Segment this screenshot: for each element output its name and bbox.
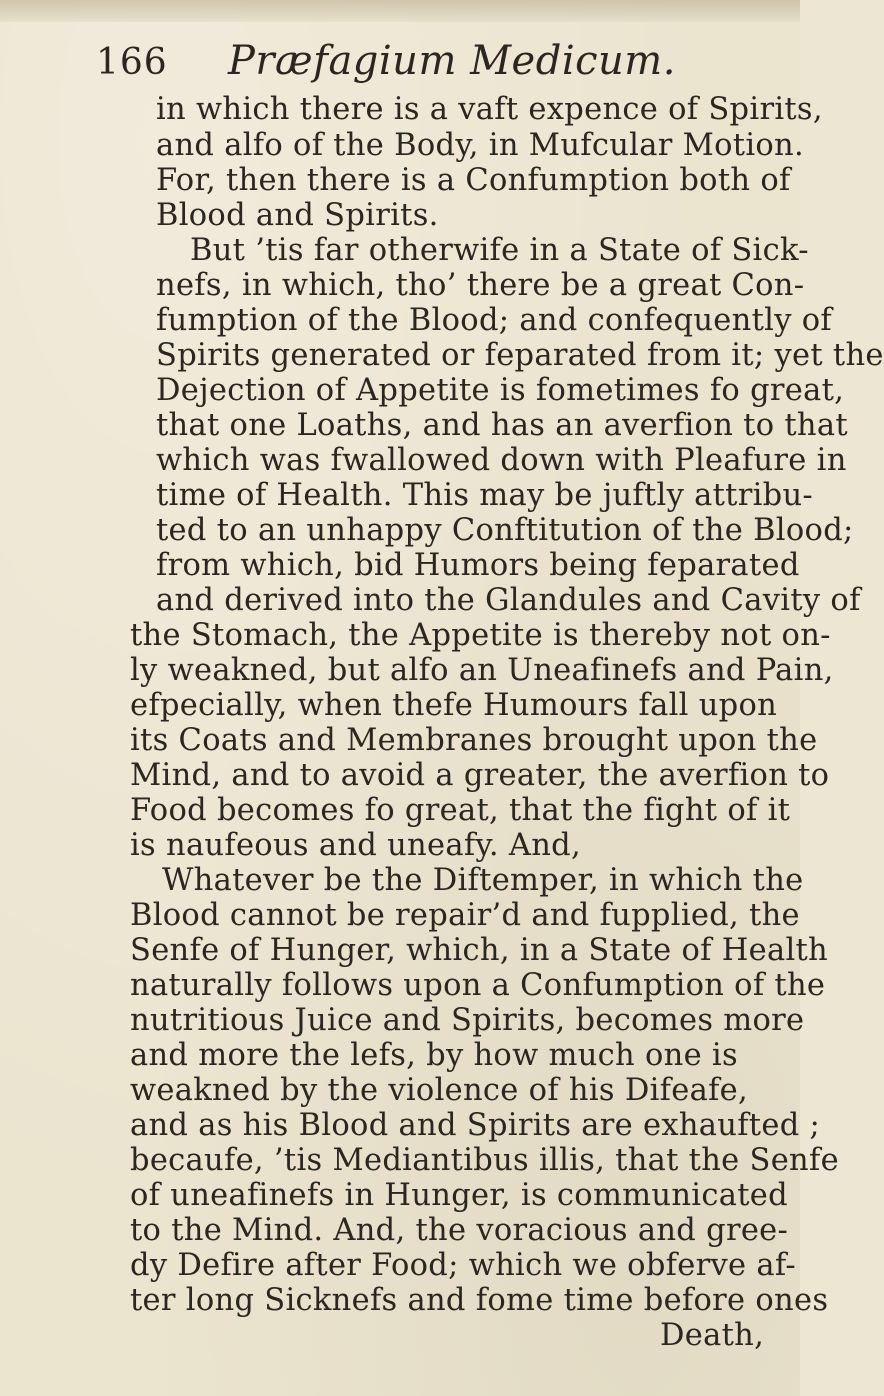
text-line: that one Loaths, and has an averfion to that (156, 408, 848, 443)
running-head: Præfagium Medicum. (228, 38, 676, 84)
text-line: Senfe of Hunger, which, in a State of Health (130, 933, 829, 968)
text-line: nutritious Juice and Spirits, becomes more (130, 1003, 805, 1038)
text-line: Spirits generated or feparated from it; yet the (156, 338, 884, 373)
text-line: which was fwallowed down with Pleafure in (156, 443, 847, 478)
text-line: from which, bid Humors being feparated (156, 548, 800, 583)
text-line: For, then there is a Confumption both of (156, 163, 791, 198)
text-line: and derived into the Glandules and Cavity of (156, 583, 861, 618)
text-line: Mind, and to avoid a greater, the averfion to (130, 758, 830, 793)
text-line: and alfo of the Body, in Mufcular Motion. (156, 128, 804, 163)
text-line: time of Health. This may be juftly attribu- (156, 478, 814, 513)
text-line: and more the lefs, by how much one is (130, 1038, 738, 1073)
text-line: the Stomach, the Appetite is thereby not on- (130, 618, 831, 653)
text-line: Whatever be the Diftemper, in which the (162, 863, 804, 898)
text-line: naturally follows upon a Confumption of the (130, 968, 826, 1003)
page-number: 166 (96, 42, 168, 83)
text-line: Blood cannot be repair’d and fupplied, the (130, 898, 800, 933)
text-line: ly weakned, but alfo an Uneafinefs and Pain, (130, 653, 834, 688)
text-line: fumption of the Blood; and confequently of (156, 303, 832, 338)
text-line: ted to an unhappy Conftitution of the Blood; (156, 513, 854, 548)
text-line: dy Defire after Food; which we obferve af- (130, 1248, 796, 1283)
text-line: Blood and Spirits. (156, 198, 439, 233)
text-line: to the Mind. And, the voracious and gree- (130, 1213, 789, 1248)
text-line: of uneafinefs in Hunger, is communicated (130, 1178, 788, 1213)
text-line: weakned by the violence of his Difeafe, (130, 1073, 749, 1108)
text-line: Food becomes fo great, that the fight of it (130, 793, 791, 828)
catchword: Death, (660, 1318, 765, 1353)
text-line: is naufeous and uneafy. And, (130, 828, 581, 863)
text-line: nefs, in which, tho’ there be a great Con- (156, 268, 805, 303)
text-line: But ’tis far otherwife in a State of Sick- (190, 233, 809, 268)
text-line: efpecially, when thefe Humours fall upon (130, 688, 778, 723)
text-line: its Coats and Membranes brought upon the (130, 723, 818, 758)
text-line: ter long Sicknefs and fome time before ones (130, 1283, 829, 1318)
text-line: Dejection of Appetite is fometimes fo great, (156, 373, 845, 408)
text-line: becaufe, ’tis Mediantibus illis, that the Senfe (130, 1143, 839, 1178)
text-line: and as his Blood and Spirits are exhaufted ; (130, 1108, 821, 1143)
text-line: in which there is a vaft expence of Spirits, (156, 92, 823, 127)
